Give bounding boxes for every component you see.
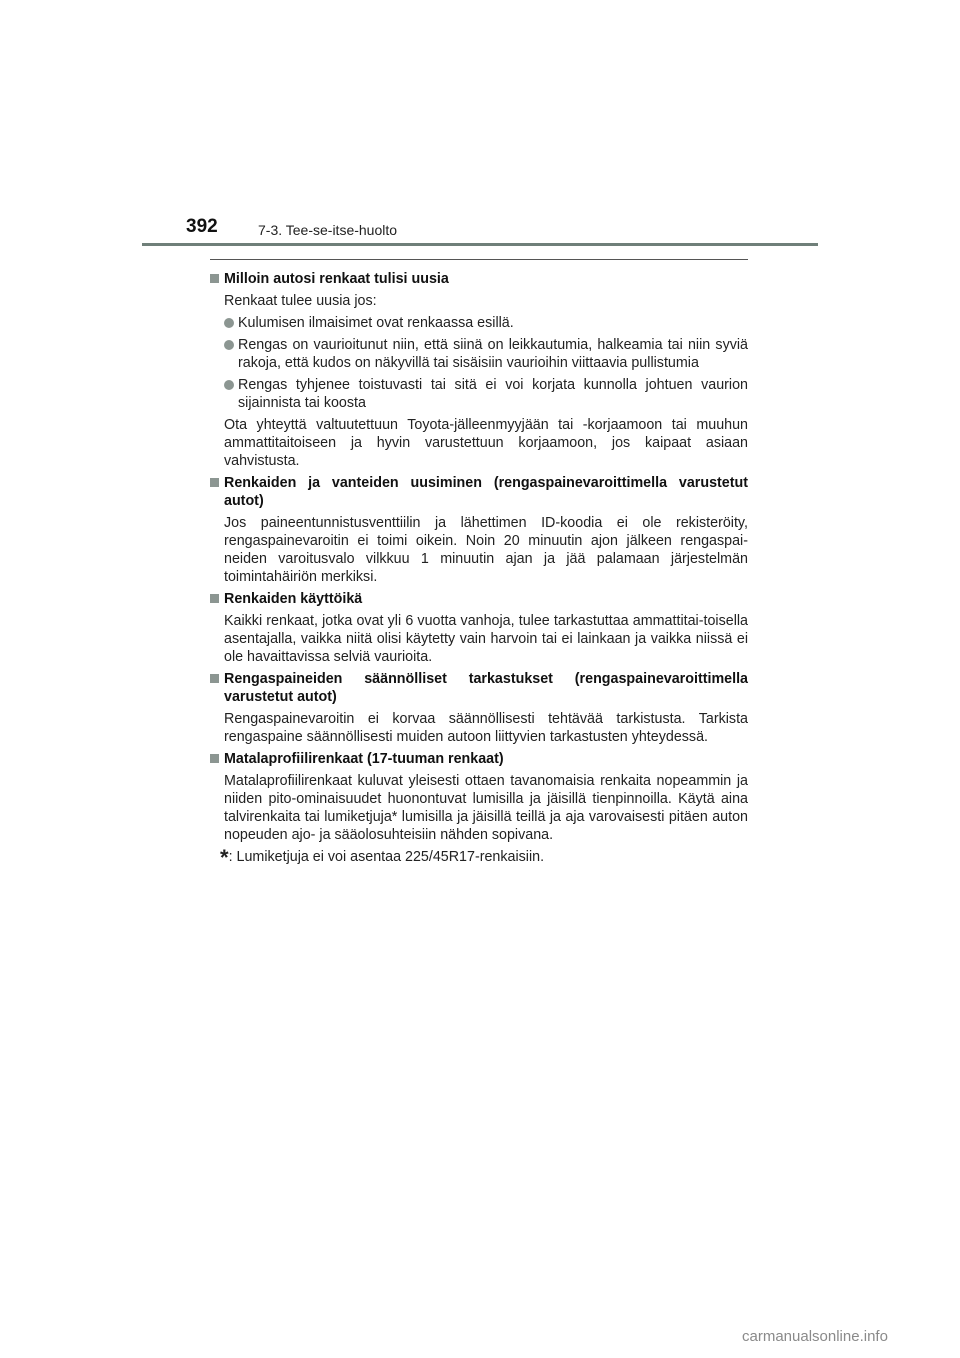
body-text: Jos paineentunnistusventtiilin ja lähettimen ID-koodia ei ole rekisteröity, rengaspainevaroitin ei toimi oikein. Noin 20 minuutin ajon jälkeen rengaspai-neiden varoitusvalo vilkkuu 1 minuutin ajan ja jää palamaan järjestelmän toimintahäiriön merkiksi. <box>224 515 748 585</box>
body-text: Matalaprofiilirenkaat kuluvat yleisesti ottaen tavanomaisia renkaita nopeammin ja niiden pito-ominaisuudet huonontuvat lumisilla ja jäisillä tienpinnoilla. Käytä aina talvirenkaita tai lumiketjuja* lumisilla ja jäisillä teillä ja aja varovaisesti pitäen auton nopeuden ajo- ja sääolosuhteisiin nähden sopivana. <box>224 773 748 843</box>
section-low-profile-tires <box>210 750 748 844</box>
intro-text: Renkaat tulee uusia jos: <box>224 293 377 309</box>
bullet-dot-icon <box>224 340 234 350</box>
heading-text: Milloin autosi renkaat tulisi uusia <box>224 271 449 287</box>
square-marker-icon <box>210 274 219 283</box>
page-number: 392 <box>186 216 218 237</box>
footnote-symbol: * <box>220 845 229 870</box>
body-text: Kaikki renkaat, jotka ovat yli 6 vuotta vanhoja, tulee tarkastuttaa ammattitai-toisella asentajalla, vaikka niitä olisi käytetty vain harvoin tai ei lainkaan ja vaikka niissä ei ole havaittavissa selviä vaurioita. <box>224 613 748 665</box>
bullet-item <box>210 314 748 332</box>
heading-text: Matalaprofiilirenkaat (17-tuuman renkaat) <box>224 751 504 767</box>
section-tire-replacement <box>210 270 748 470</box>
content-top-rule <box>210 259 748 260</box>
square-marker-icon <box>210 594 219 603</box>
section-heading <box>210 270 748 288</box>
bullet-text: Rengas on vaurioitunut niin, että siinä on leikkautumia, halkeamia tai niin syviä rakoja, että kudos on näkyvillä tai sisäisiin vaurioihin viittaavia pullistumia <box>238 337 748 371</box>
square-marker-icon <box>210 674 219 683</box>
bullet-dot-icon <box>224 318 234 328</box>
heading-text: Renkaiden käyttöikä <box>224 591 363 607</box>
section-tire-lifetime <box>210 590 748 666</box>
body-text: Rengaspainevaroitin ei korvaa säännöllisesti tehtävää tarkistusta. Tarkista rengaspaine säännöllisesti muiden autoon liittyvien tarkastusten yhteydessä. <box>224 711 748 745</box>
heading-text: Rengaspaineiden säännölliset tarkastukset (rengaspainevaroittimella varustetut autot) <box>224 671 748 705</box>
bullet-dot-icon <box>224 380 234 390</box>
header-rule <box>142 243 818 246</box>
page-content <box>210 266 748 870</box>
footnote-text: : Lumiketjuja ei voi asentaa 225/45R17-renkaisiin. <box>228 849 545 865</box>
section-heading <box>210 750 748 768</box>
square-marker-icon <box>210 754 219 763</box>
section-title: 7-3. Tee-se-itse-huolto <box>258 222 398 238</box>
section-wheel-replacement <box>210 474 748 586</box>
section-heading <box>210 670 748 706</box>
bullet-text: Rengas tyhjenee toistuvasti tai sitä ei voi korjata kunnolla johtuen vaurion sijainnista tai koosta <box>238 377 748 411</box>
outro-text: Ota yhteyttä valtuutettuun Toyota-jälleenmyyjään tai -korjaamoon tai muuhun ammattitaitoiseen ja hyvin varustettuun korjaamoon, jos kaipaat asiaan vahvistusta. <box>224 417 748 469</box>
square-marker-icon <box>210 478 219 487</box>
heading-text: Renkaiden ja vanteiden uusiminen (rengaspainevaroittimella varustetut autot) <box>224 475 748 509</box>
watermark: carmanualsonline.info <box>742 1328 888 1345</box>
section-heading <box>210 590 748 608</box>
bullet-item <box>210 336 748 372</box>
bullet-text: Kulumisen ilmaisimet ovat renkaassa esillä. <box>238 315 514 331</box>
section-pressure-checks <box>210 670 748 746</box>
footnote <box>210 845 748 870</box>
bullet-item <box>210 376 748 412</box>
section-heading <box>210 474 748 510</box>
